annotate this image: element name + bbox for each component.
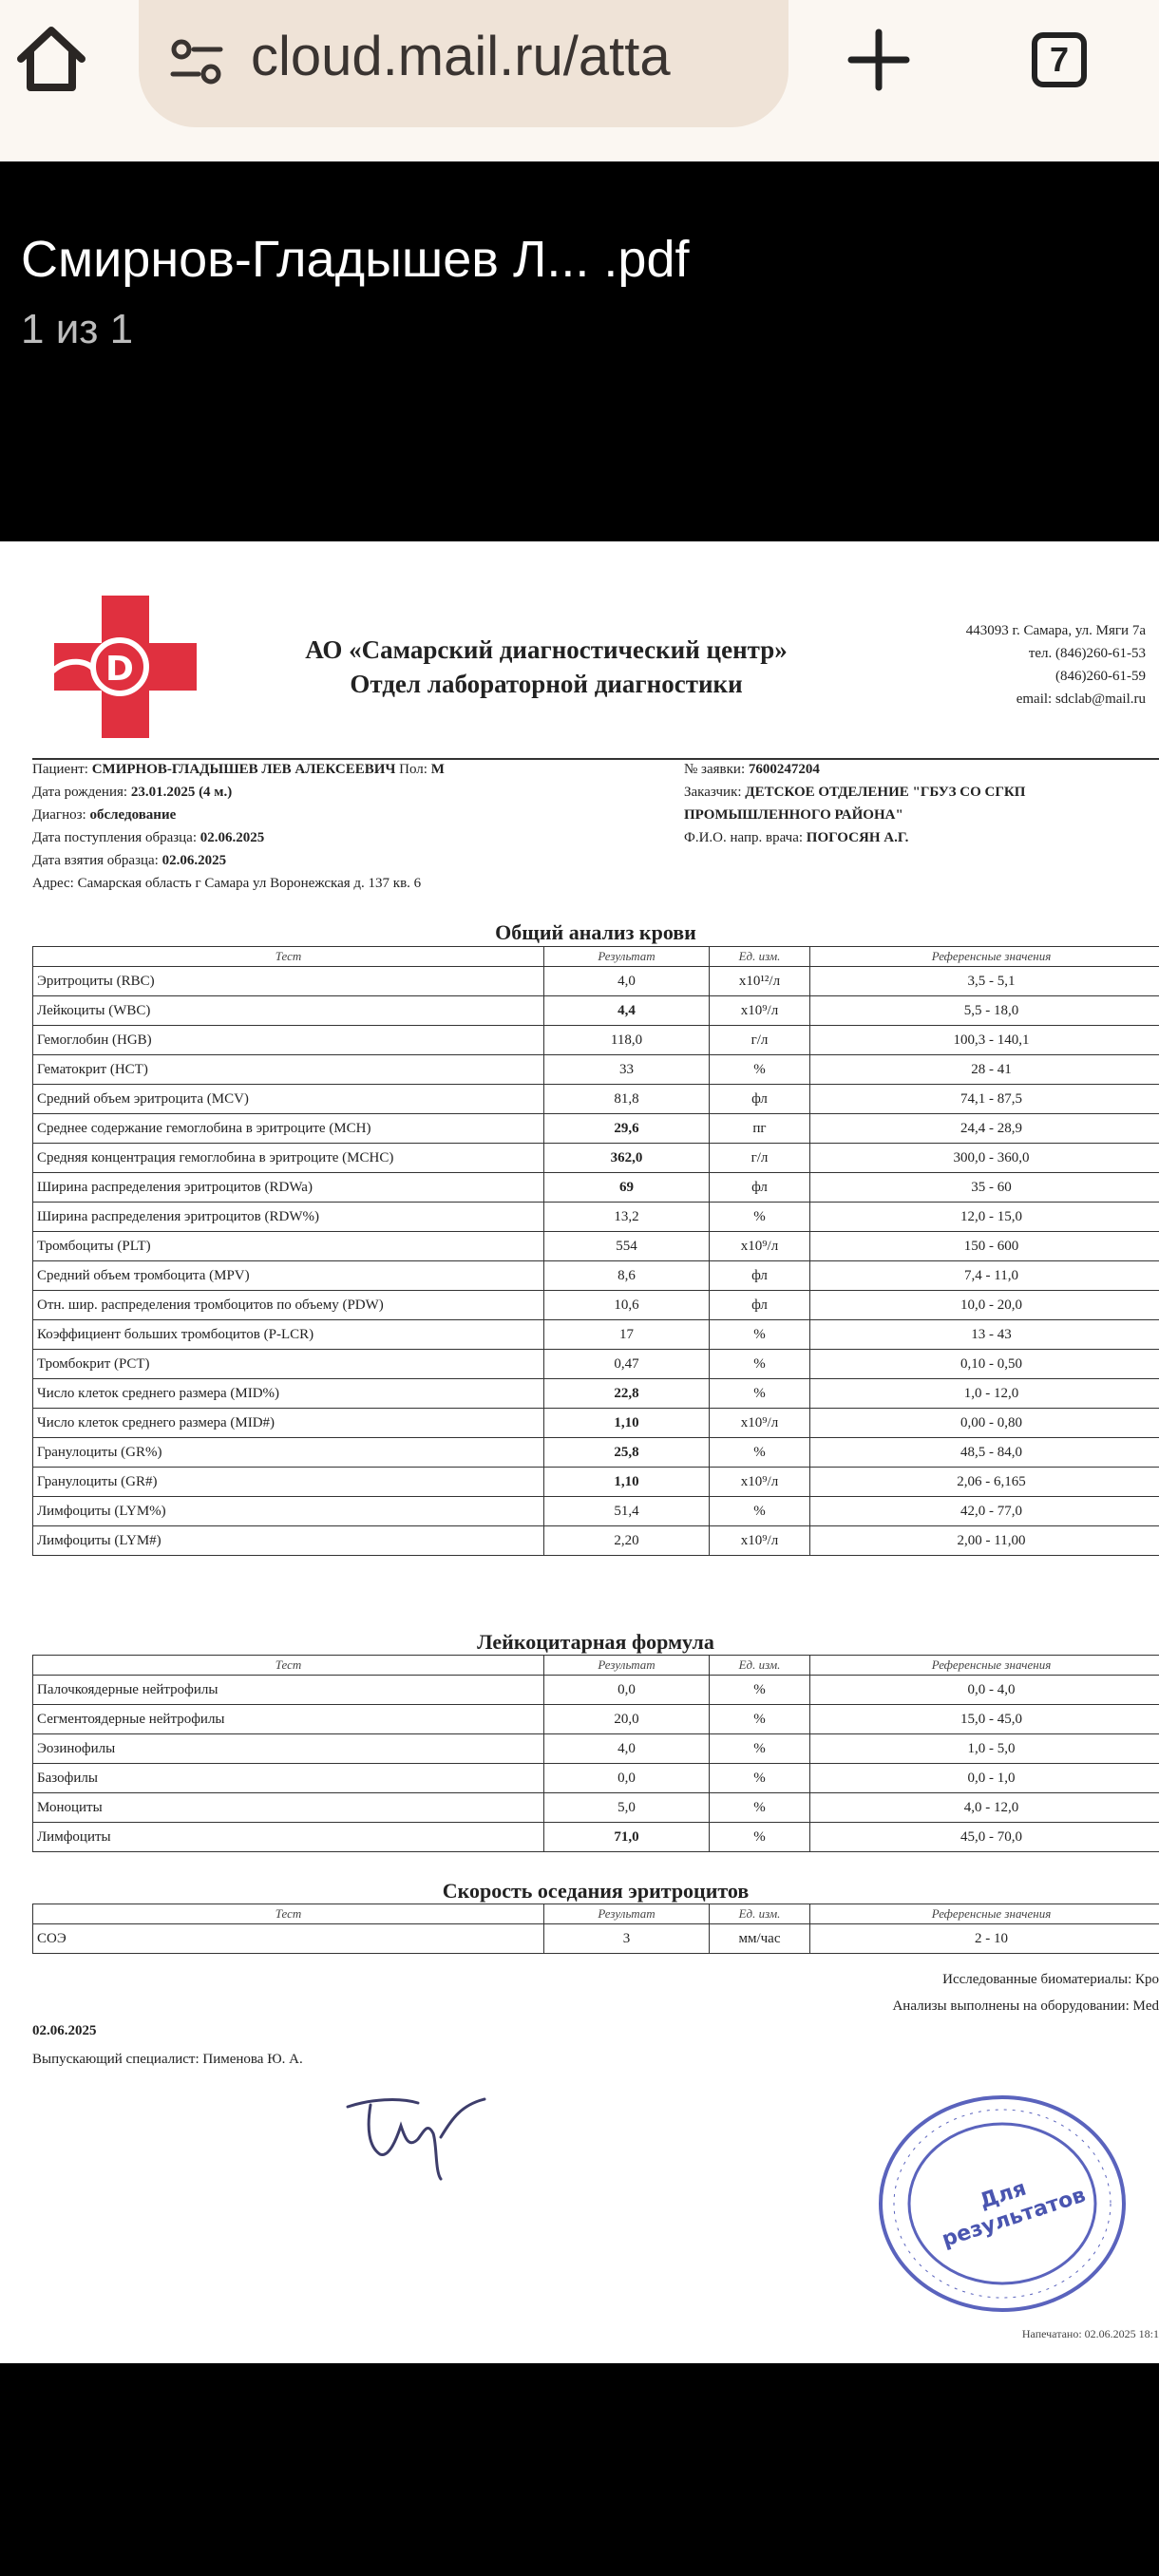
test-name-cell: Гранулоциты (GR%) — [33, 1438, 544, 1468]
result-cell: 51,4 — [544, 1497, 710, 1526]
unit-cell: x10⁹/л — [710, 1526, 810, 1556]
reference-cell: 2 - 10 — [810, 1924, 1159, 1954]
result-cell: 0,0 — [544, 1676, 710, 1705]
column-header: Референсные значения — [810, 1904, 1159, 1924]
test-name-cell: Средний объем тромбоцита (MPV) — [33, 1261, 544, 1291]
table-row — [33, 1291, 1159, 1320]
table-header-row — [33, 1656, 1159, 1676]
table-row — [33, 1676, 1159, 1705]
test-name-cell: Средний объем эритроцита (MCV) — [33, 1085, 544, 1114]
result-cell: 554 — [544, 1232, 710, 1261]
patient-address-line: Адрес: Самарская область г Самара ул Воронежская д. 137 кв. 6 — [32, 876, 422, 891]
column-header: Результат — [544, 947, 710, 967]
reference-cell: 45,0 - 70,0 — [810, 1823, 1159, 1852]
home-icon[interactable] — [13, 21, 89, 97]
unit-cell: % — [710, 1764, 810, 1793]
column-header: Референсные значения — [810, 1656, 1159, 1676]
table-row — [33, 1468, 1159, 1497]
signature — [342, 2080, 504, 2185]
test-name-cell: Лимфоциты (LYM%) — [33, 1497, 544, 1526]
test-name-cell: Отн. шир. распределения тромбоцитов по объему (PDW) — [33, 1291, 544, 1320]
result-cell: 10,6 — [544, 1291, 710, 1320]
result-cell: 362,0 — [544, 1144, 710, 1173]
viewer-header — [0, 161, 1159, 541]
table-header-row — [33, 947, 1159, 967]
customer-line-2: ПРОМЫШЛЕННОГО РАЙОНА" — [684, 807, 903, 823]
unit-cell: % — [710, 1055, 810, 1085]
reference-cell: 24,4 - 28,9 — [810, 1114, 1159, 1144]
table-row — [33, 1026, 1159, 1055]
table-row — [33, 1232, 1159, 1261]
result-cell: 1,10 — [544, 1409, 710, 1438]
column-header: Ед. изм. — [710, 1904, 810, 1924]
reference-cell: 3,5 - 5,1 — [810, 967, 1159, 996]
reference-cell: 300,0 - 360,0 — [810, 1144, 1159, 1173]
reference-cell: 10,0 - 20,0 — [810, 1291, 1159, 1320]
reference-cell: 15,0 - 45,0 — [810, 1705, 1159, 1734]
result-cell: 0,0 — [544, 1764, 710, 1793]
test-name-cell: Лейкоциты (WBC) — [33, 996, 544, 1026]
column-header: Результат — [544, 1656, 710, 1676]
taken-date-line: Дата взятия образца: 02.06.2025 — [32, 853, 227, 868]
unit-cell: % — [710, 1705, 810, 1734]
reference-cell: 0,0 - 1,0 — [810, 1764, 1159, 1793]
result-cell: 5,0 — [544, 1793, 710, 1823]
test-name-cell: Лимфоциты (LYM#) — [33, 1526, 544, 1556]
table-row — [33, 1526, 1159, 1556]
reference-cell: 2,06 - 6,165 — [810, 1468, 1159, 1497]
unit-cell: % — [710, 1676, 810, 1705]
header-divider — [32, 758, 1159, 760]
test-name-cell: Число клеток среднего размера (MID#) — [33, 1409, 544, 1438]
order-number-line: № заявки: 7600247204 — [684, 762, 820, 777]
reference-cell: 1,0 - 12,0 — [810, 1379, 1159, 1409]
patient-sex: М — [430, 762, 445, 777]
unit-cell: % — [710, 1350, 810, 1379]
address-line: 443093 г. Самара, ул. Мяги 7а — [965, 623, 1146, 638]
test-name-cell: Ширина распределения эритроцитов (RDWa) — [33, 1173, 544, 1203]
table-row — [33, 1497, 1159, 1526]
test-name-cell: Лимфоциты — [33, 1823, 544, 1852]
reference-cell: 2,00 - 11,00 — [810, 1526, 1159, 1556]
table-row — [33, 1924, 1159, 1954]
reference-cell: 4,0 - 12,0 — [810, 1793, 1159, 1823]
table-row — [33, 967, 1159, 996]
column-header: Результат — [544, 1904, 710, 1924]
unit-cell: мм/час — [710, 1924, 810, 1954]
result-cell: 4,0 — [544, 1734, 710, 1764]
unit-cell: x10¹²/л — [710, 967, 810, 996]
unit-cell: x10⁹/л — [710, 1232, 810, 1261]
org-name-line2: Отдел лабораторной диагностики — [350, 670, 743, 698]
test-name-cell: Тромбокрит (PCT) — [33, 1350, 544, 1379]
equipment-note: Анализы выполнены на оборудовании: Med — [892, 1998, 1159, 2014]
reference-cell: 74,1 - 87,5 — [810, 1085, 1159, 1114]
reference-cell: 28 - 41 — [810, 1055, 1159, 1085]
reference-cell: 42,0 - 77,0 — [810, 1497, 1159, 1526]
result-cell: 118,0 — [544, 1026, 710, 1055]
unit-cell: пг — [710, 1114, 810, 1144]
unit-cell: % — [710, 1379, 810, 1409]
column-header: Тест — [33, 1904, 544, 1924]
table-row — [33, 1320, 1159, 1350]
test-name-cell: Гемоглобин (HGB) — [33, 1026, 544, 1055]
reference-cell: 1,0 - 5,0 — [810, 1734, 1159, 1764]
table-row — [33, 1085, 1159, 1114]
table-row — [33, 1203, 1159, 1232]
address-line: email: sdclab@mail.ru — [1016, 691, 1146, 707]
organization-address — [966, 619, 1146, 710]
unit-cell: % — [710, 1320, 810, 1350]
doctor-line: Ф.И.О. напр. врача: ПОГОСЯН А.Г. — [684, 830, 909, 845]
reference-cell: 0,10 - 0,50 — [810, 1350, 1159, 1379]
column-header: Ед. изм. — [710, 1656, 810, 1676]
organization-name — [256, 633, 836, 701]
reference-cell: 13 - 43 — [810, 1320, 1159, 1350]
address-line: тел. (846)260-61-53 — [1028, 646, 1146, 661]
unit-cell: % — [710, 1823, 810, 1852]
unit-cell: x10⁹/л — [710, 1409, 810, 1438]
stamp-label: Для результатов — [939, 2176, 1089, 2252]
table-row — [33, 1764, 1159, 1793]
reference-cell: 0,0 - 4,0 — [810, 1676, 1159, 1705]
unit-cell: x10⁹/л — [710, 996, 810, 1026]
column-header: Тест — [33, 947, 544, 967]
esr-table — [32, 1904, 1159, 1954]
result-cell: 2,20 — [544, 1526, 710, 1556]
result-cell: 69 — [544, 1173, 710, 1203]
test-name-cell: Среднее содержание гемоглобина в эритроците (MCH) — [33, 1114, 544, 1144]
reference-cell: 12,0 - 15,0 — [810, 1203, 1159, 1232]
wbc-diff-title: Лейкоцитарная формула — [477, 1630, 714, 1654]
unit-cell: % — [710, 1438, 810, 1468]
clinic-logo — [49, 591, 201, 743]
unit-cell: фл — [710, 1261, 810, 1291]
org-name-line1: АО «Самарский диагностический центр» — [305, 635, 788, 664]
birth-date-line: Дата рождения: 23.01.2025 (4 м.) — [32, 785, 233, 800]
test-name-cell: Палочкоядерные нейтрофилы — [33, 1676, 544, 1705]
test-name-cell: Коэффициент больших тромбоцитов (P-LCR) — [33, 1320, 544, 1350]
address-line: (846)260-61-59 — [1055, 669, 1146, 684]
received-date-line: Дата поступления образца: 02.06.2025 — [32, 830, 265, 845]
result-cell: 8,6 — [544, 1261, 710, 1291]
site-settings-icon[interactable] — [167, 32, 226, 91]
new-tab-icon[interactable] — [846, 27, 912, 93]
test-name-cell: Эритроциты (RBC) — [33, 967, 544, 996]
table-row — [33, 1173, 1159, 1203]
page-counter: 1 из 1 — [21, 306, 134, 352]
test-name-cell: Ширина распределения эритроцитов (RDW%) — [33, 1203, 544, 1232]
test-name-cell: СОЭ — [33, 1924, 544, 1954]
browser-toolbar — [0, 0, 1159, 161]
unit-cell: фл — [710, 1173, 810, 1203]
wbc-diff-table — [32, 1655, 1159, 1852]
result-cell: 4,4 — [544, 996, 710, 1026]
table-row — [33, 1350, 1159, 1379]
table-header-row — [33, 1904, 1159, 1924]
reference-cell: 35 - 60 — [810, 1173, 1159, 1203]
table-row — [33, 1438, 1159, 1468]
unit-cell: % — [710, 1793, 810, 1823]
unit-cell: г/л — [710, 1144, 810, 1173]
customer-line: Заказчик: ДЕТСКОЕ ОТДЕЛЕНИЕ "ГБУЗ СО СГКП — [684, 785, 1026, 800]
table-row — [33, 1734, 1159, 1764]
esr-title: Скорость оседания эритроцитов — [442, 1879, 750, 1903]
issuing-specialist: Выпускающий специалист: Пименова Ю. А. — [32, 2052, 303, 2067]
unit-cell: г/л — [710, 1026, 810, 1055]
test-name-cell: Тромбоциты (PLT) — [33, 1232, 544, 1261]
result-cell: 81,8 — [544, 1085, 710, 1114]
table-row — [33, 1261, 1159, 1291]
test-name-cell: Гематокрит (HCT) — [33, 1055, 544, 1085]
table-row — [33, 1114, 1159, 1144]
patient-line: Пациент: СМИРНОВ-ГЛАДЫШЕВ ЛЕВ АЛЕКСЕЕВИЧ Пол: М — [32, 762, 445, 777]
unit-cell: % — [710, 1203, 810, 1232]
patient-name: СМИРНОВ-ГЛАДЫШЕВ ЛЕВ АЛЕКСЕЕВИЧ — [91, 762, 396, 777]
svg-text:D: D — [105, 650, 134, 689]
table-row — [33, 1823, 1159, 1852]
result-cell: 17 — [544, 1320, 710, 1350]
table-row — [33, 996, 1159, 1026]
result-cell: 0,47 — [544, 1350, 710, 1379]
table-row — [33, 1705, 1159, 1734]
result-cell: 33 — [544, 1055, 710, 1085]
report-date: 02.06.2025 — [32, 2023, 97, 2038]
reference-cell: 7,4 - 11,0 — [810, 1261, 1159, 1291]
unit-cell: фл — [710, 1085, 810, 1114]
test-name-cell: Сегментоядерные нейтрофилы — [33, 1705, 544, 1734]
file-name: Смирнов-Гладышев Л... .pdf — [21, 231, 690, 288]
unit-cell: x10⁹/л — [710, 1468, 810, 1497]
printed-at: Напечатано: 02.06.2025 18:1 — [1021, 2327, 1159, 2340]
unit-cell: % — [710, 1497, 810, 1526]
diagnosis-line: Диагноз: обследование — [32, 807, 177, 823]
test-name-cell: Гранулоциты (GR#) — [33, 1468, 544, 1497]
result-cell: 71,0 — [544, 1823, 710, 1852]
reference-cell: 0,00 - 0,80 — [810, 1409, 1159, 1438]
cbc-table — [32, 946, 1159, 1556]
column-header: Ед. изм. — [710, 947, 810, 967]
result-cell: 25,8 — [544, 1438, 710, 1468]
pdf-page — [0, 541, 1159, 2363]
reference-cell: 48,5 - 84,0 — [810, 1438, 1159, 1468]
reference-cell: 100,3 - 140,1 — [810, 1026, 1159, 1055]
url-text[interactable]: cloud.mail.ru/atta — [251, 26, 671, 87]
test-name-cell: Эозинофилы — [33, 1734, 544, 1764]
unit-cell: % — [710, 1734, 810, 1764]
table-row — [33, 1793, 1159, 1823]
test-name-cell: Число клеток среднего размера (MID%) — [33, 1379, 544, 1409]
result-cell: 20,0 — [544, 1705, 710, 1734]
table-row — [33, 1409, 1159, 1438]
table-row — [33, 1379, 1159, 1409]
result-cell: 22,8 — [544, 1379, 710, 1409]
unit-cell: фл — [710, 1291, 810, 1320]
biomaterial-note: Исследованные биоматериалы: Кро — [942, 1972, 1159, 1987]
column-header: Тест — [33, 1656, 544, 1676]
address-bar[interactable] — [139, 0, 788, 127]
column-header: Референсные значения — [810, 947, 1159, 967]
result-cell: 3 — [544, 1924, 710, 1954]
result-cell: 4,0 — [544, 967, 710, 996]
result-cell: 29,6 — [544, 1114, 710, 1144]
test-name-cell: Базофилы — [33, 1764, 544, 1793]
table-row — [33, 1144, 1159, 1173]
cbc-title: Общий анализ крови — [495, 920, 696, 944]
test-name-cell: Моноциты — [33, 1793, 544, 1823]
tab-switcher-button[interactable]: 7 — [1032, 32, 1087, 87]
test-name-cell: Средняя концентрация гемоглобина в эритроците (MCHC) — [33, 1144, 544, 1173]
reference-cell: 5,5 - 18,0 — [810, 996, 1159, 1026]
result-cell: 1,10 — [544, 1468, 710, 1497]
reference-cell: 150 - 600 — [810, 1232, 1159, 1261]
table-row — [33, 1055, 1159, 1085]
result-cell: 13,2 — [544, 1203, 710, 1232]
